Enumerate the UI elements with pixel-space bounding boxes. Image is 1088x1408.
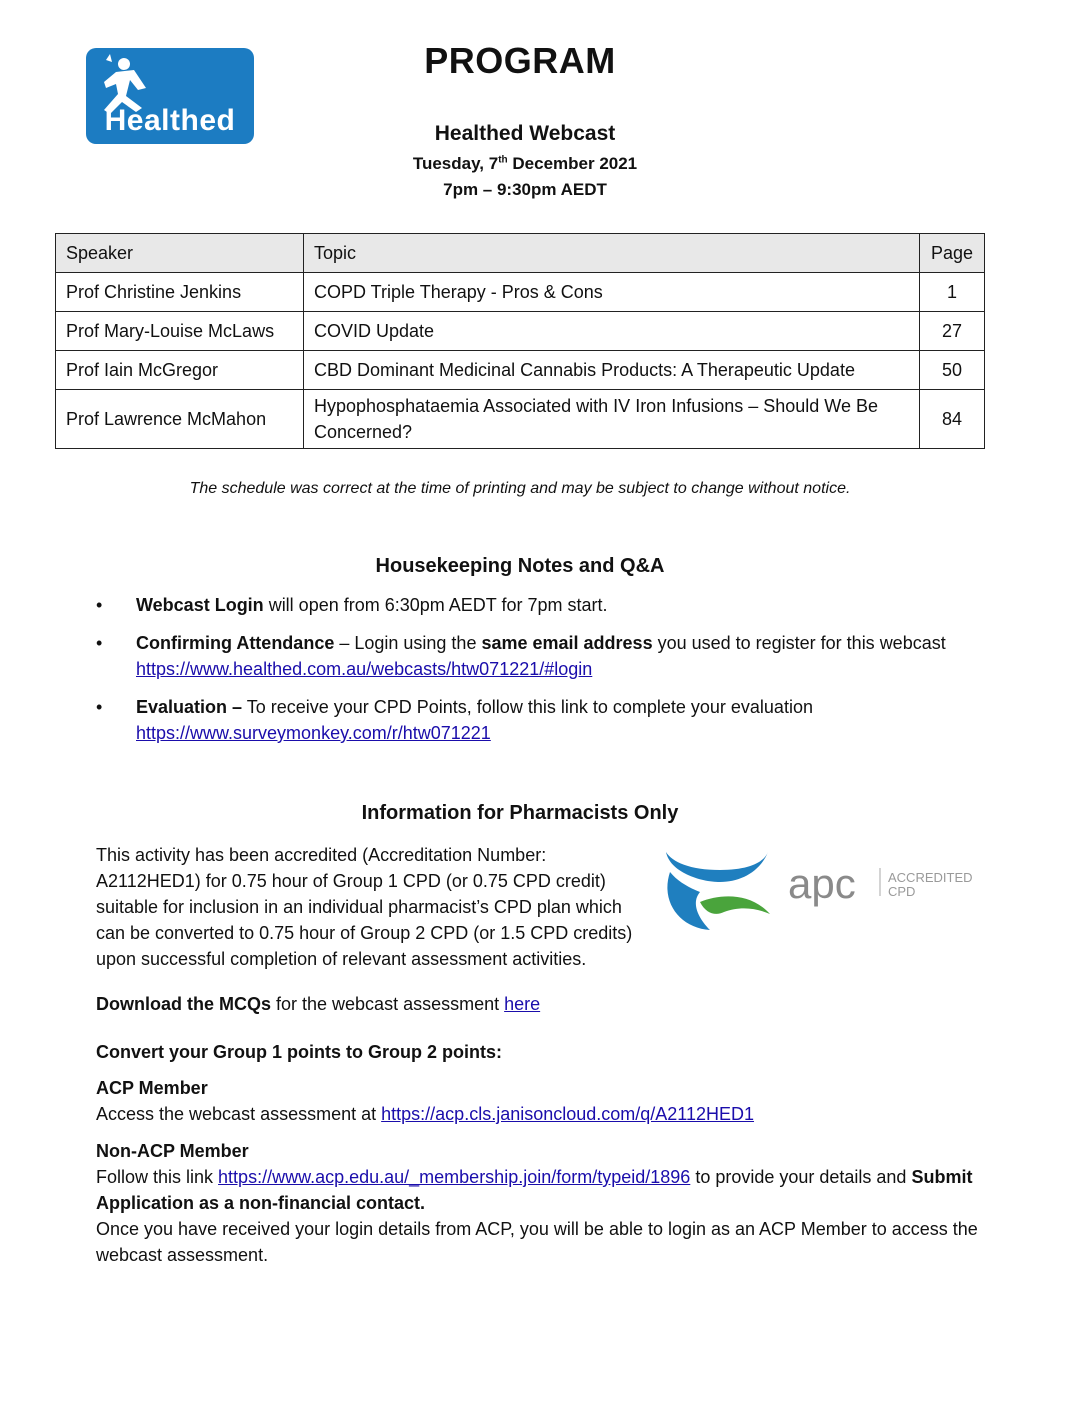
table-row	[56, 351, 985, 390]
list-item: • Confirming Attendance – Login using the same email address you used to register for this webcast https://www.healthed.com.au/webcasts/htw071221/#login	[96, 630, 956, 682]
topic-cell: CBD Dominant Medicinal Cannabis Products: A Therapeutic Update	[304, 351, 920, 390]
page-cell: 84	[920, 390, 985, 449]
healthed-logo	[86, 48, 254, 144]
table-row	[56, 312, 985, 351]
bullet-icon: •	[96, 633, 103, 653]
acp-member-block: ACP Member Access the webcast assessment at https://acp.cls.janisoncloud.com/q/A2112HED1	[96, 1078, 755, 1124]
bullet-icon: •	[96, 697, 103, 717]
topic-cell: COPD Triple Therapy - Pros & Cons	[304, 273, 920, 312]
housekeeping-list	[96, 592, 956, 758]
logo-wordmark: Healthed	[104, 104, 236, 137]
topic-cell: COVID Update	[304, 312, 920, 351]
acp-assessment-link[interactable]: https://acp.cls.janisoncloud.com/q/A2112HED1	[381, 1104, 755, 1124]
event-date: Tuesday, 7th December 2021	[412, 154, 638, 173]
page-title: PROGRAM	[424, 40, 616, 81]
acp-membership-link[interactable]: https://www.acp.edu.au/_membership.join/form/typeid/1896	[218, 1167, 691, 1187]
bullet-icon: •	[96, 595, 103, 615]
pharmacists-heading: Information for Pharmacists Only	[361, 802, 679, 824]
convert-heading: Convert your Group 1 points to Group 2 points:	[96, 1042, 502, 1062]
apc-swoosh-icon	[660, 842, 990, 932]
topic-cell: Hypophosphataemia Associated with IV Iron Infusions – Should We Be Concerned?	[304, 390, 920, 449]
header-speaker: Speaker	[56, 234, 304, 273]
program-table	[55, 233, 985, 449]
table-row	[56, 390, 985, 449]
event-name: Healthed Webcast	[434, 122, 616, 145]
page-cell: 1	[920, 273, 985, 312]
table-row	[56, 273, 985, 312]
header-page: Page	[920, 234, 985, 273]
speaker-cell: Prof Lawrence McMahon	[56, 390, 304, 449]
header-topic: Topic	[304, 234, 920, 273]
mcq-link[interactable]: here	[504, 994, 541, 1014]
speaker-cell: Prof Mary-Louise McLaws	[56, 312, 304, 351]
login-link[interactable]: https://www.healthed.com.au/webcasts/htw071221/#login	[136, 659, 593, 679]
list-item: • Webcast Login will open from 6:30pm AEDT for 7pm start.	[96, 592, 956, 618]
mcq-line: Download the MCQs for the webcast assessment here	[96, 994, 541, 1014]
table-header-row	[56, 234, 985, 273]
accreditation-text: This activity has been accredited (Accreditation Number: A2112HED1) for 0.75 hour of Group 1 CPD (or 0.75 CPD credit) suitable for inclusion in an individual pharmacist’s CPD plan which can be converted to 0.75 hour of Group 2 CPD (or 1.5 CPD credits) upon successful completion of relevant assessment activities.	[96, 845, 633, 969]
page-cell: 50	[920, 351, 985, 390]
page-cell: 27	[920, 312, 985, 351]
svg-text:CPD: CPD	[888, 884, 916, 899]
non-acp-member-block: Non-ACP Member Follow this link https://www.acp.edu.au/_membership.join/form/typeid/1896 to provide your details and Submit Application as a non-financial contact. Once you have received your login details from ACP, you will be able to login as an ACP Member to access the webcast assessment.	[96, 1141, 978, 1265]
evaluation-link[interactable]: https://www.surveymonkey.com/r/htw071221	[136, 723, 491, 743]
list-item: • Evaluation – To receive your CPD Points, follow this link to complete your evaluation https://www.surveymonkey.com/r/htw071221	[96, 694, 956, 746]
housekeeping-heading: Housekeeping Notes and Q&A	[375, 555, 665, 577]
svg-text:ACCREDITED: ACCREDITED	[888, 870, 973, 885]
apc-accredited-logo	[660, 842, 990, 932]
svg-text:apc: apc	[788, 860, 856, 907]
speaker-cell: Prof Iain McGregor	[56, 351, 304, 390]
schedule-note: The schedule was correct at the time of printing and may be subject to change without notice.	[189, 480, 851, 497]
speaker-cell: Prof Christine Jenkins	[56, 273, 304, 312]
event-time: 7pm – 9:30pm AEDT	[443, 180, 607, 199]
